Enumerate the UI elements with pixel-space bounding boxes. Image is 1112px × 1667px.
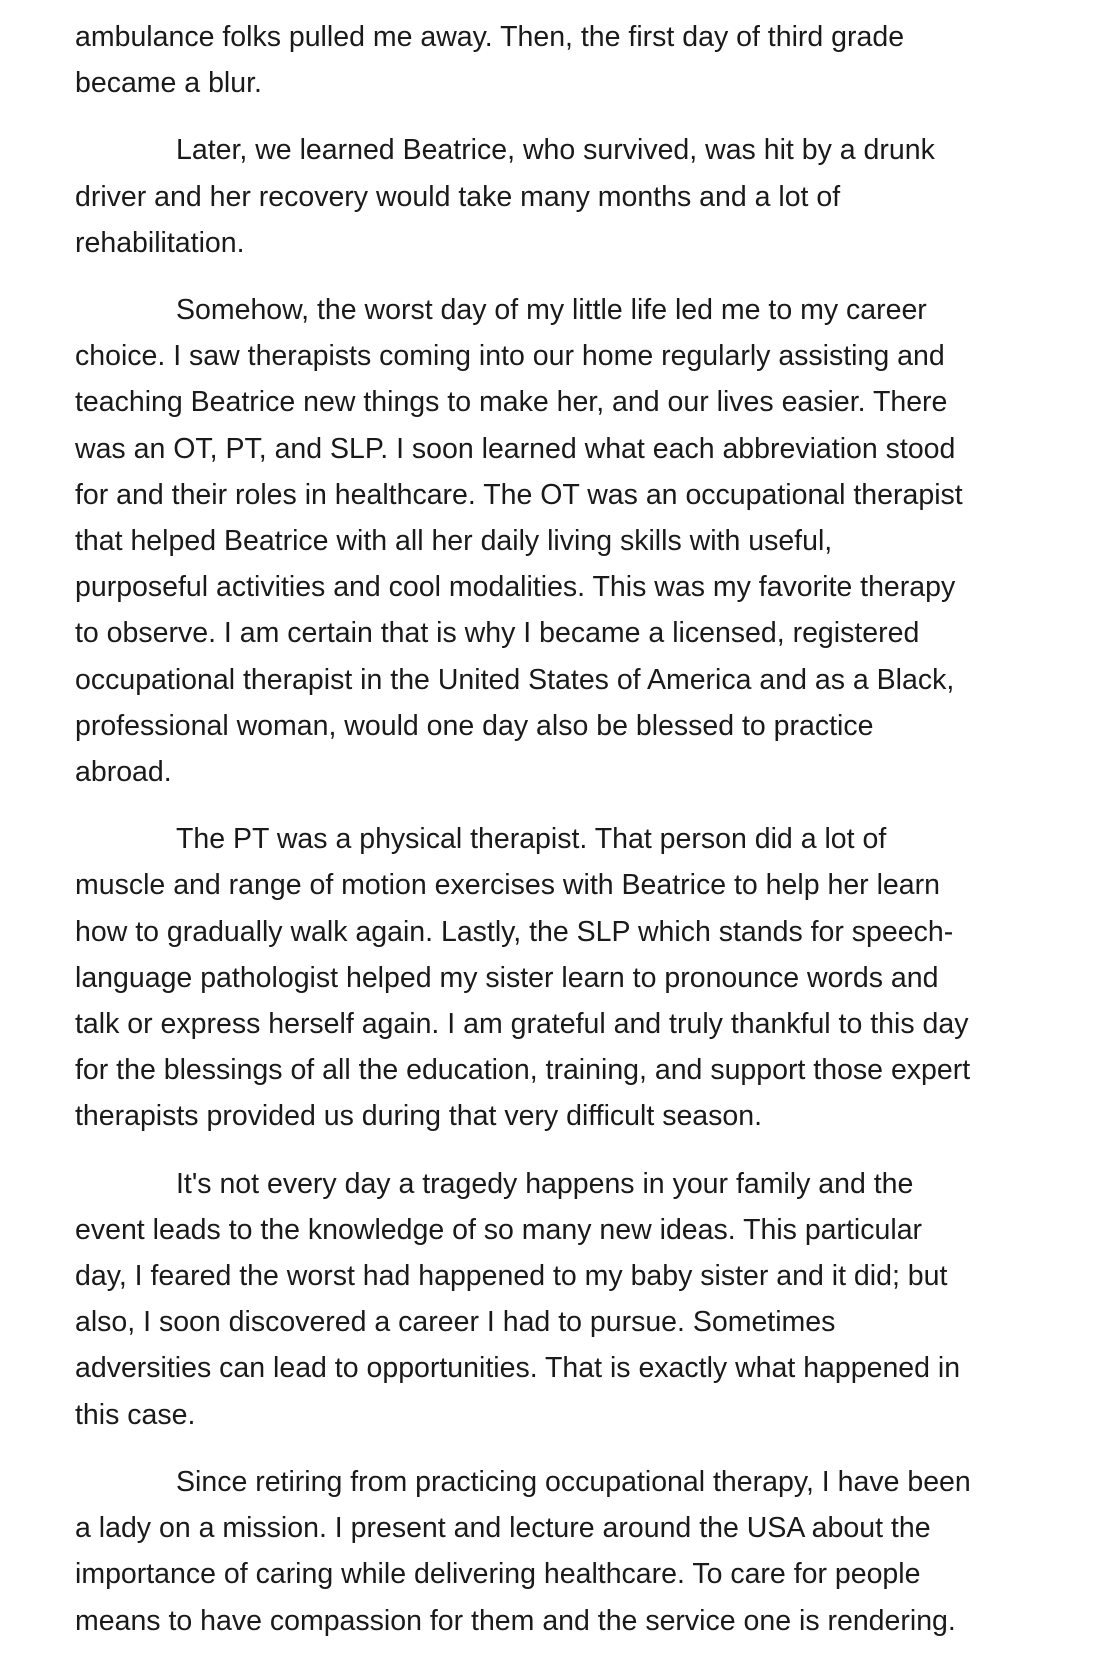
paragraph-line: It's not every day a tragedy happens in your family and the bbox=[176, 1167, 914, 1200]
paragraph-line: became a blur. bbox=[75, 67, 262, 100]
paragraph-line: this case. bbox=[75, 1398, 196, 1431]
paragraph-line: purposeful activities and cool modalities. This was my favorite therapy bbox=[75, 571, 956, 604]
paragraph-line: importance of caring while delivering healthcare. To care for people bbox=[75, 1558, 921, 1591]
paragraph-line: driver and her recovery would take many months and a lot of bbox=[75, 180, 841, 213]
paragraph-line: for the blessings of all the education, training, and support those expert bbox=[75, 1054, 971, 1087]
paragraph-line: that helped Beatrice with all her daily living skills with useful, bbox=[75, 525, 833, 558]
paragraph-line: adversities can lead to opportunities. That is exactly what happened in bbox=[75, 1352, 961, 1385]
paragraph-line: how to gradually walk again. Lastly, the SLP which stands for speech- bbox=[75, 915, 954, 948]
paragraph-line: means to have compassion for them and the service one is rendering. bbox=[75, 1604, 956, 1637]
paragraph-line: for and their roles in healthcare. The OT was an occupational therapist bbox=[75, 478, 963, 511]
paragraph-6 bbox=[75, 1459, 1045, 1644]
paragraph-line: ambulance folks pulled me away. Then, the first day of third grade bbox=[75, 21, 905, 53]
paragraph-line: Later, we learned Beatrice, who survived, was hit by a drunk bbox=[176, 134, 935, 167]
paragraph-line: day, I feared the worst had happened to my baby sister and it did; but bbox=[75, 1260, 948, 1293]
paragraph-line: abroad. bbox=[75, 756, 172, 789]
paragraph-line: to observe. I am certain that is why I became a licensed, registered bbox=[75, 617, 920, 650]
paragraph-line: teaching Beatrice new things to make her, and our lives easier. There bbox=[75, 386, 948, 419]
paragraph-line: choice. I saw therapists coming into our home regularly assisting and bbox=[75, 340, 945, 373]
document-page bbox=[75, 14, 1045, 1665]
paragraph-line: a lady on a mission. I present and lecture around the USA about the bbox=[75, 1512, 931, 1545]
paragraph-2 bbox=[75, 127, 1045, 266]
paragraph-1 bbox=[75, 14, 1045, 106]
paragraph-line: event leads to the knowledge of so many new ideas. This particular bbox=[75, 1213, 923, 1246]
paragraph-line: language pathologist helped my sister learn to pronounce words and bbox=[75, 961, 939, 994]
paragraph-line: therapists provided us during that very difficult season. bbox=[75, 1100, 763, 1133]
paragraph-line: occupational therapist in the United States of America and as a Black, bbox=[75, 663, 955, 696]
paragraph-4 bbox=[75, 816, 1045, 1139]
paragraph-line: muscle and range of motion exercises with Beatrice to help her learn bbox=[75, 869, 940, 902]
paragraph-5 bbox=[75, 1161, 1045, 1438]
paragraph-line: talk or express herself again. I am grateful and truly thankful to this day bbox=[75, 1008, 969, 1041]
paragraph-line: also, I soon discovered a career I had to pursue. Sometimes bbox=[75, 1306, 836, 1339]
paragraph-line: was an OT, PT, and SLP. I soon learned what each abbreviation stood bbox=[75, 432, 956, 465]
paragraph-line: rehabilitation. bbox=[75, 226, 245, 259]
paragraph-3 bbox=[75, 287, 1045, 795]
paragraph-line: professional woman, would one day also be blessed to practice bbox=[75, 709, 874, 742]
paragraph-line: Since retiring from practicing occupational therapy, I have been bbox=[176, 1465, 971, 1498]
paragraph-line: Somehow, the worst day of my little life led me to my career bbox=[176, 294, 927, 327]
paragraph-line: The PT was a physical therapist. That person did a lot of bbox=[176, 823, 887, 856]
